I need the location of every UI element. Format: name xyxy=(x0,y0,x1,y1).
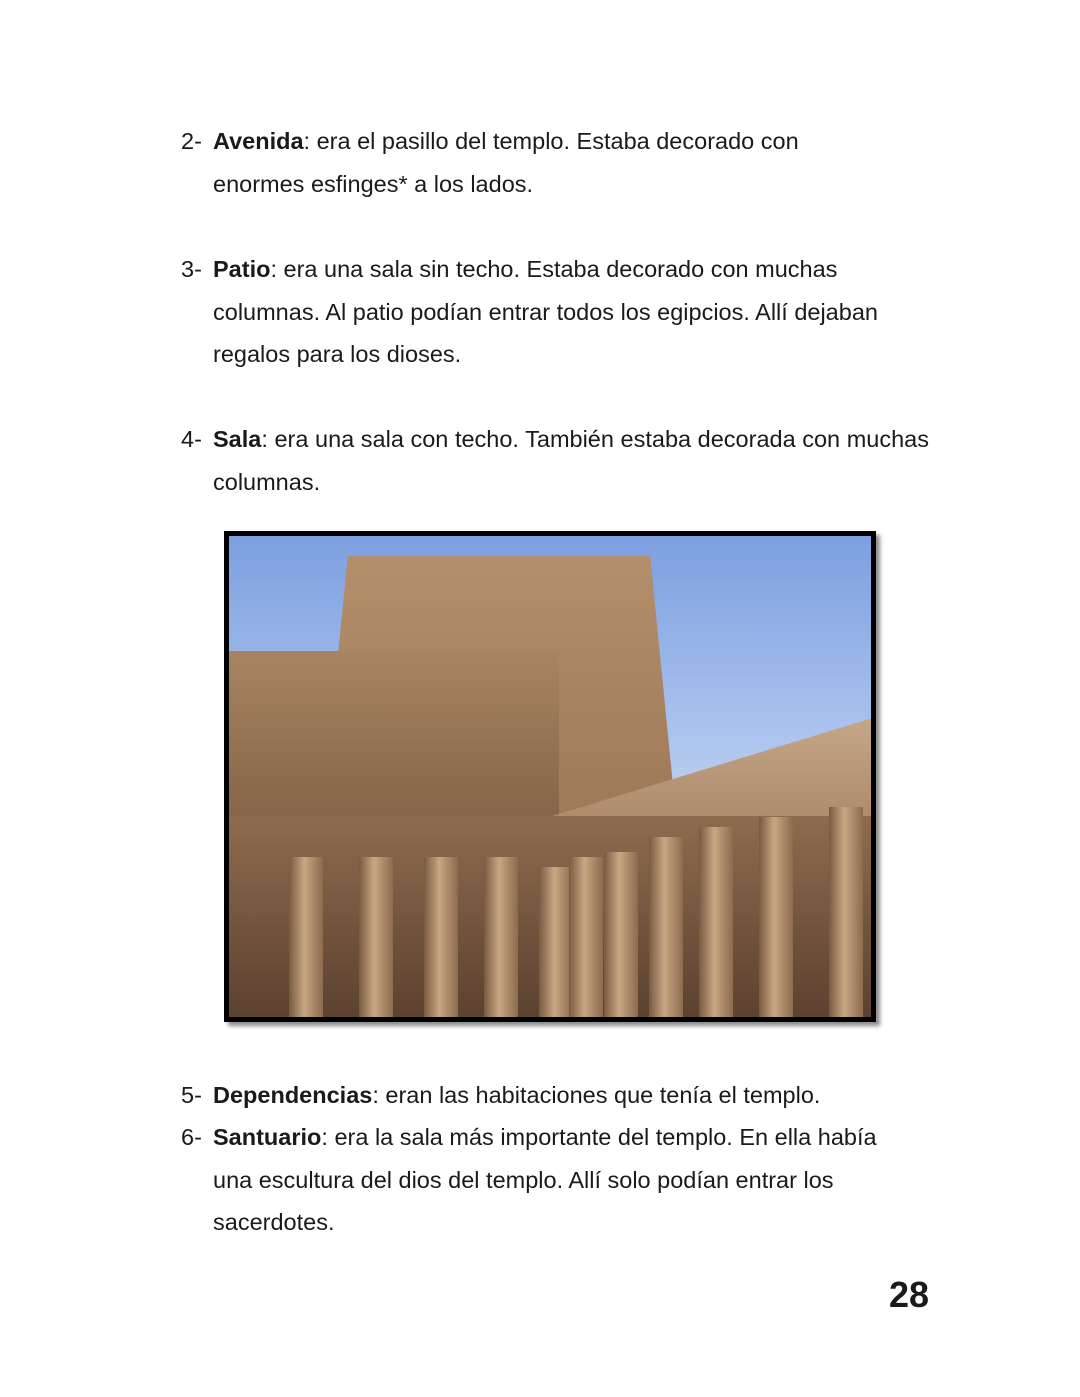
item-text: : era una sala sin techo. Estaba decorado con muchas columnas. Al patio podían entrar todos los egipcios. Allí dejaban regalos para los dioses. xyxy=(213,256,878,367)
column xyxy=(699,827,733,1017)
temple-colonnade xyxy=(229,816,871,1017)
item-text: : era el pasillo del templo. Estaba decorado con enormes esfinges* a los lados. xyxy=(213,128,799,197)
item-number: 4- xyxy=(181,426,202,452)
temple-photo xyxy=(224,531,876,1022)
item-term: Dependencias xyxy=(213,1082,373,1108)
item-term: Sala xyxy=(213,426,262,452)
item-text: : eran las habitaciones que tenía el templo. xyxy=(372,1082,821,1108)
list-item-santuario xyxy=(181,1116,929,1244)
item-number: 3- xyxy=(181,256,202,282)
column xyxy=(604,852,638,1017)
column xyxy=(484,857,518,1017)
page-number: 28 xyxy=(888,1274,929,1315)
column xyxy=(829,807,863,1017)
column xyxy=(759,817,793,1017)
column xyxy=(569,857,603,1017)
column xyxy=(289,857,323,1017)
list-item-patio xyxy=(181,248,929,376)
item-number: 5- xyxy=(181,1082,202,1108)
list-item-avenida xyxy=(181,120,929,205)
column xyxy=(359,857,393,1017)
item-term: Avenida xyxy=(213,128,304,154)
list-item-sala xyxy=(181,418,929,503)
item-number: 6- xyxy=(181,1124,202,1150)
column xyxy=(649,837,683,1017)
item-term: Patio xyxy=(213,256,271,282)
item-number: 2- xyxy=(181,128,202,154)
column xyxy=(424,857,458,1017)
list-item-dependencias xyxy=(181,1074,929,1117)
item-text: : era la sala más importante del templo. En ella había una escultura del dios del templo. Allí solo podían entrar los sacerdotes. xyxy=(213,1124,877,1235)
column xyxy=(539,867,573,1017)
item-term: Santuario xyxy=(213,1124,322,1150)
item-text: : era una sala con techo. También estaba decorada con muchas columnas. xyxy=(213,426,929,495)
